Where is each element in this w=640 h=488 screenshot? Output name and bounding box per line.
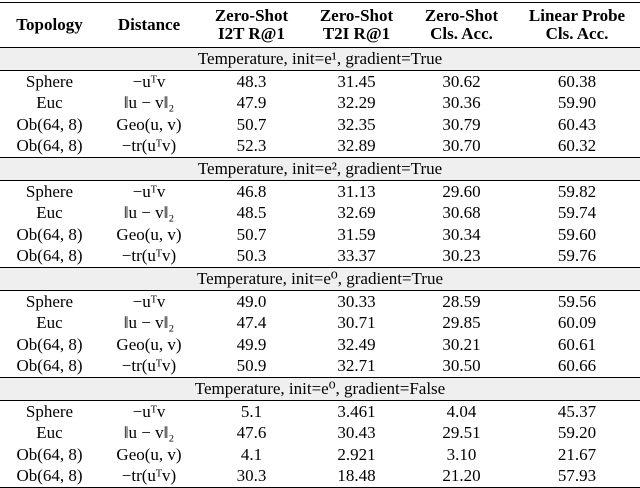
cell-topology: Sphere — [25, 401, 74, 421]
table-row — [0, 114, 640, 136]
cell-distance: −tr(uᵀv) — [121, 246, 177, 266]
cell-i2t-r1: 47.4 — [236, 313, 267, 333]
cell-t2i-r1: 31.59 — [337, 224, 376, 244]
cell-zs-cls-acc: 28.59 — [442, 291, 481, 311]
section-title: Temperature, init=e⁰, gradient=True — [0, 268, 640, 291]
header-text-line: Cls. Acc. — [545, 24, 609, 43]
header-text-line: Zero-Shot — [424, 6, 499, 25]
cell-zs-cls-acc: 21.20 — [409, 466, 514, 488]
cell-lp-cls-acc: 59.60 — [557, 224, 597, 244]
cell-zs-cls-acc: 30.50 — [442, 356, 481, 376]
cell-zs-cls-acc: 30.23 — [442, 246, 481, 266]
cell-lp-cls-acc: 60.38 — [557, 71, 597, 91]
cell-i2t-r1: 50.3 — [236, 246, 267, 266]
cell-i2t-r1: 48.5 — [236, 203, 267, 223]
table-row — [0, 423, 640, 445]
section-header-row — [0, 48, 640, 71]
cell-zs-cls-acc: 30.36 — [442, 93, 481, 113]
cell-t2i-r1: 32.89 — [337, 136, 376, 156]
cell-distance: ‖u − v‖₂ — [123, 313, 175, 333]
cell-topology: Euc — [36, 203, 63, 223]
section-title: Temperature, init=e⁰, gradient=False — [0, 378, 640, 401]
header-distance — [99, 3, 199, 48]
cell-topology: Euc — [36, 423, 63, 443]
header-text-line: Zero-Shot — [319, 6, 394, 25]
cell-distance: −tr(uᵀv) — [99, 466, 199, 488]
section-header-row — [0, 158, 640, 181]
cell-topology: Ob(64, 8) — [16, 114, 83, 134]
cell-lp-cls-acc: 59.56 — [557, 291, 597, 311]
cell-distance: −uᵀv — [132, 291, 166, 311]
cell-t2i-r1: 32.49 — [337, 334, 376, 354]
cell-t2i-r1: 32.35 — [337, 114, 376, 134]
section-header-row — [0, 268, 640, 291]
cell-distance: −tr(uᵀv) — [121, 356, 177, 376]
cell-t2i-r1: 30.43 — [337, 423, 376, 443]
cell-zs-cls-acc: 30.21 — [442, 334, 481, 354]
cell-zs-cls-acc: 4.04 — [446, 401, 477, 421]
table-section — [0, 378, 640, 488]
cell-i2t-r1: 50.7 — [236, 114, 267, 134]
cell-i2t-r1: 4.1 — [240, 444, 263, 464]
cell-topology: Ob(64, 8) — [16, 356, 83, 376]
cell-zs-cls-acc: 30.34 — [442, 224, 481, 244]
cell-distance: Geo(u, v) — [116, 444, 182, 464]
table-row — [0, 444, 640, 466]
header-text-line: Zero-Shot — [214, 6, 289, 25]
cell-i2t-r1: 49.0 — [236, 291, 267, 311]
cell-topology: Ob(64, 8) — [16, 246, 83, 266]
table-section — [0, 158, 640, 268]
cell-lp-cls-acc: 59.90 — [557, 93, 597, 113]
cell-topology: Ob(64, 8) — [16, 444, 83, 464]
cell-t2i-r1: 30.33 — [337, 291, 376, 311]
cell-t2i-r1: 32.29 — [337, 93, 376, 113]
table-row — [0, 291, 640, 313]
section-header-row — [0, 378, 640, 401]
cell-topology: Sphere — [25, 71, 74, 91]
table-row — [0, 203, 640, 225]
cell-lp-cls-acc: 60.66 — [557, 356, 597, 376]
cell-zs-cls-acc: 29.60 — [442, 181, 481, 201]
cell-topology: Sphere — [25, 181, 74, 201]
cell-zs-cls-acc: 3.10 — [446, 444, 477, 464]
cell-i2t-r1: 48.3 — [236, 71, 267, 91]
cell-t2i-r1: 32.69 — [337, 203, 376, 223]
cell-topology: Ob(64, 8) — [0, 466, 99, 488]
table-row — [0, 181, 640, 203]
header-i2t-r1 — [199, 3, 304, 48]
results-table — [0, 2, 640, 488]
header-text-line: T2I R@1 — [322, 24, 391, 43]
header-text-line: Topology — [16, 15, 83, 34]
table-row — [0, 136, 640, 158]
header-text-line: Cls. Acc. — [430, 24, 493, 43]
table-row — [0, 224, 640, 246]
cell-zs-cls-acc: 30.70 — [442, 136, 481, 156]
cell-topology: Euc — [36, 93, 63, 113]
cell-t2i-r1: 18.48 — [304, 466, 409, 488]
cell-topology: Ob(64, 8) — [16, 224, 83, 244]
header-topology — [0, 3, 99, 48]
cell-lp-cls-acc: 57.93 — [514, 466, 640, 488]
cell-i2t-r1: 47.9 — [236, 93, 267, 113]
table-header — [0, 3, 640, 48]
cell-lp-cls-acc: 60.09 — [557, 313, 597, 333]
cell-i2t-r1: 30.3 — [199, 466, 304, 488]
cell-t2i-r1: 3.461 — [337, 401, 376, 421]
cell-lp-cls-acc: 45.37 — [557, 401, 597, 421]
header-t2i-r1 — [304, 3, 409, 48]
cell-lp-cls-acc: 59.76 — [557, 246, 597, 266]
header-text-line: Linear Probe — [528, 6, 626, 25]
cell-distance: Geo(u, v) — [116, 114, 182, 134]
table-row — [0, 334, 640, 356]
cell-i2t-r1: 50.7 — [236, 224, 267, 244]
cell-t2i-r1: 31.13 — [337, 181, 376, 201]
cell-distance: −uᵀv — [132, 71, 166, 91]
cell-t2i-r1: 30.71 — [337, 313, 376, 333]
cell-distance: ‖u − v‖₂ — [123, 203, 175, 223]
section-title: Temperature, init=e¹, gradient=True — [0, 48, 640, 71]
cell-topology: Ob(64, 8) — [16, 334, 83, 354]
table-row — [0, 246, 640, 268]
cell-lp-cls-acc: 21.67 — [557, 444, 597, 464]
cell-i2t-r1: 50.9 — [236, 356, 267, 376]
table-row — [0, 401, 640, 423]
cell-i2t-r1: 5.1 — [240, 401, 263, 421]
cell-i2t-r1: 46.8 — [236, 181, 267, 201]
cell-distance: −uᵀv — [132, 401, 166, 421]
cell-zs-cls-acc: 30.79 — [442, 114, 481, 134]
cell-distance: ‖u − v‖₂ — [123, 93, 175, 113]
cell-lp-cls-acc: 59.74 — [557, 203, 597, 223]
cell-zs-cls-acc: 30.62 — [442, 71, 481, 91]
table-row — [0, 313, 640, 335]
cell-t2i-r1: 2.921 — [337, 444, 376, 464]
header-text-line: I2T R@1 — [218, 24, 285, 43]
cell-i2t-r1: 47.6 — [236, 423, 267, 443]
table-section — [0, 268, 640, 378]
header-lp-cls-acc — [514, 3, 640, 48]
cell-t2i-r1: 33.37 — [337, 246, 376, 266]
cell-topology: Ob(64, 8) — [16, 136, 83, 156]
cell-lp-cls-acc: 60.43 — [557, 114, 597, 134]
cell-t2i-r1: 32.71 — [337, 356, 376, 376]
cell-distance: ‖u − v‖₂ — [123, 423, 175, 443]
section-title: Temperature, init=e², gradient=True — [0, 158, 640, 181]
table-row — [0, 71, 640, 93]
table-section — [0, 48, 640, 158]
cell-zs-cls-acc: 30.68 — [442, 203, 481, 223]
header-row — [0, 3, 640, 48]
cell-i2t-r1: 49.9 — [236, 334, 267, 354]
cell-lp-cls-acc: 60.32 — [557, 136, 597, 156]
table-row — [0, 356, 640, 378]
table-row — [0, 93, 640, 115]
cell-topology: Sphere — [25, 291, 74, 311]
cell-t2i-r1: 31.45 — [337, 71, 376, 91]
cell-lp-cls-acc: 59.82 — [557, 181, 597, 201]
table-row — [0, 466, 640, 488]
header-text-line: Distance — [117, 15, 181, 34]
cell-zs-cls-acc: 29.51 — [442, 423, 481, 443]
cell-distance: −tr(uᵀv) — [121, 136, 177, 156]
cell-i2t-r1: 52.3 — [236, 136, 267, 156]
cell-distance: Geo(u, v) — [116, 224, 182, 244]
cell-lp-cls-acc: 59.20 — [557, 423, 597, 443]
cell-zs-cls-acc: 29.85 — [442, 313, 481, 333]
cell-distance: Geo(u, v) — [116, 334, 182, 354]
cell-lp-cls-acc: 60.61 — [557, 334, 597, 354]
header-zs-cls-acc — [409, 3, 514, 48]
cell-topology: Euc — [36, 313, 63, 333]
cell-distance: −uᵀv — [132, 181, 166, 201]
